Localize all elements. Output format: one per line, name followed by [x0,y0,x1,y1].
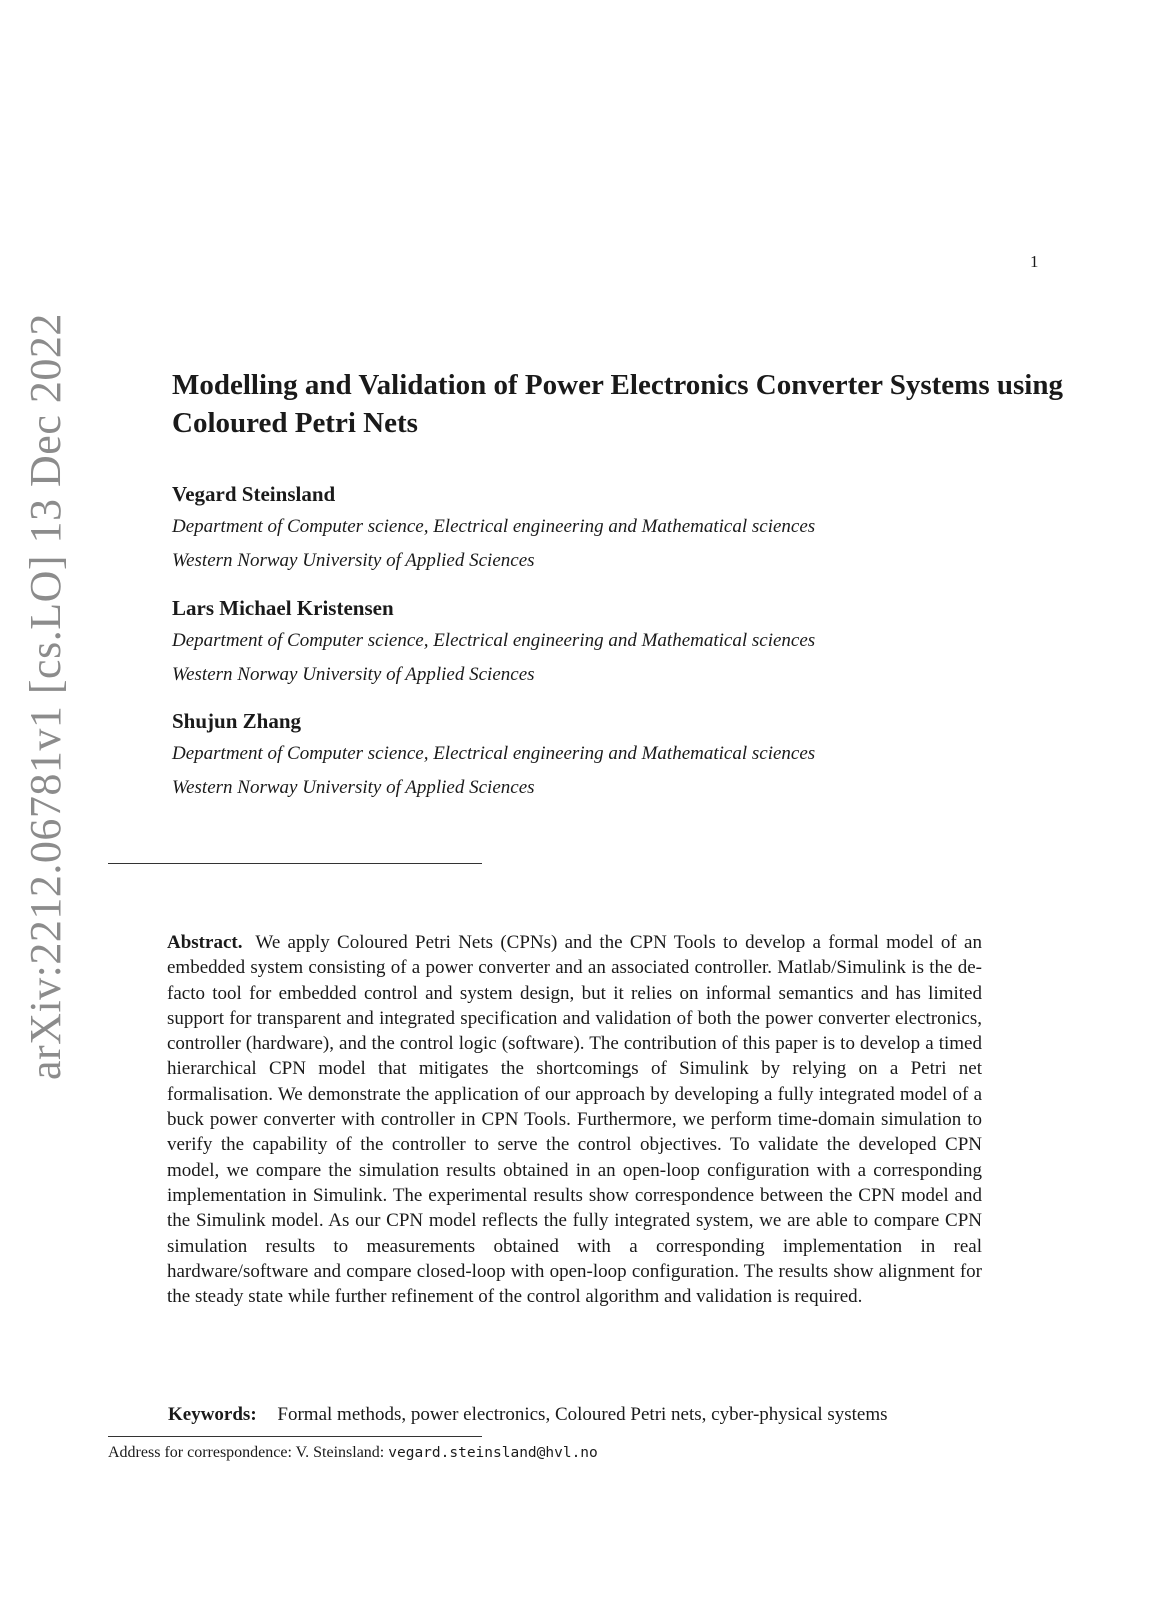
author-department: Department of Computer science, Electrical engineering and Mathematical sciences [172,743,816,764]
abstract [167,930,982,1309]
footnote-prefix: Address for correspondence: V. Steinsland: [108,1444,385,1461]
divider [108,863,482,864]
author-institution: Western Norway University of Applied Sciences [172,550,535,571]
arxiv-stamp[interactable]: arXiv:2212.06781v1 [cs.LO] 13 Dec 2022 [21,313,70,1080]
paper-title: Modelling and Validation of Power Electronics Converter Systems using Coloured Petri Nets [172,369,1063,439]
abstract-label: Abstract. [167,932,243,953]
author-name: Shujun Zhang [172,709,302,733]
author-department: Department of Computer science, Electrical engineering and Mathematical sciences [172,516,816,537]
author-block [172,707,1072,805]
author-department: Department of Computer science, Electrical engineering and Mathematical sciences [172,630,816,651]
keywords-text: Formal methods, power electronics, Coloured Petri nets, cyber-physical systems [277,1404,888,1425]
author-institution: Western Norway University of Applied Sciences [172,664,535,685]
footnote-divider [108,1436,482,1437]
abstract-text: We apply Coloured Petri Nets (CPNs) and the CPN Tools to develop a formal model of an embedded system consisting of a power converter and an associated controller. Matlab/Simulink is the de-facto tool for embedded control and system design, but it relies on informal semantics and has limited support for transparent and integrated specification and validation of both the power converter electronics, controller (hardware), and the control logic (software). The contribution of this paper is to develop a timed hierarchical CPN model that mitigates the shortcomings of Simulink by relying on a Petri net formalisation. We demonstrate the application of our approach by developing a fully integrated model of a buck power converter with controller in CPN Tools. Furthermore, we perform time-domain simulation to verify the capability of the controller to serve the control objectives. To validate the developed CPN model, we compare the simulation results obtained in an open-loop configuration with a corresponding implementation in Simulink. The experimental results show correspondence between the CPN model and the Simulink model. As our CPN model reflects the fully integrated system, we are able to compare CPN simulation results to measurements obtained with a corresponding implementation in real hardware/software and compare closed-loop with open-loop configuration. The results show alignment for the steady state while further refinement of the control algorithm and validation is required. [167,932,982,1308]
email-link[interactable]: vegard.steinsland@hvl.no [388,1445,598,1461]
author-name: Vegard Steinsland [172,482,336,506]
author-block [172,480,1072,578]
correspondence-footnote [108,1444,598,1462]
author-block [172,594,1072,692]
author-name: Lars Michael Kristensen [172,596,394,620]
keywords [168,1404,1068,1426]
author-institution: Western Norway University of Applied Sciences [172,777,535,798]
page-number: 1 [1030,252,1039,271]
keywords-label: Keywords: [168,1404,257,1425]
